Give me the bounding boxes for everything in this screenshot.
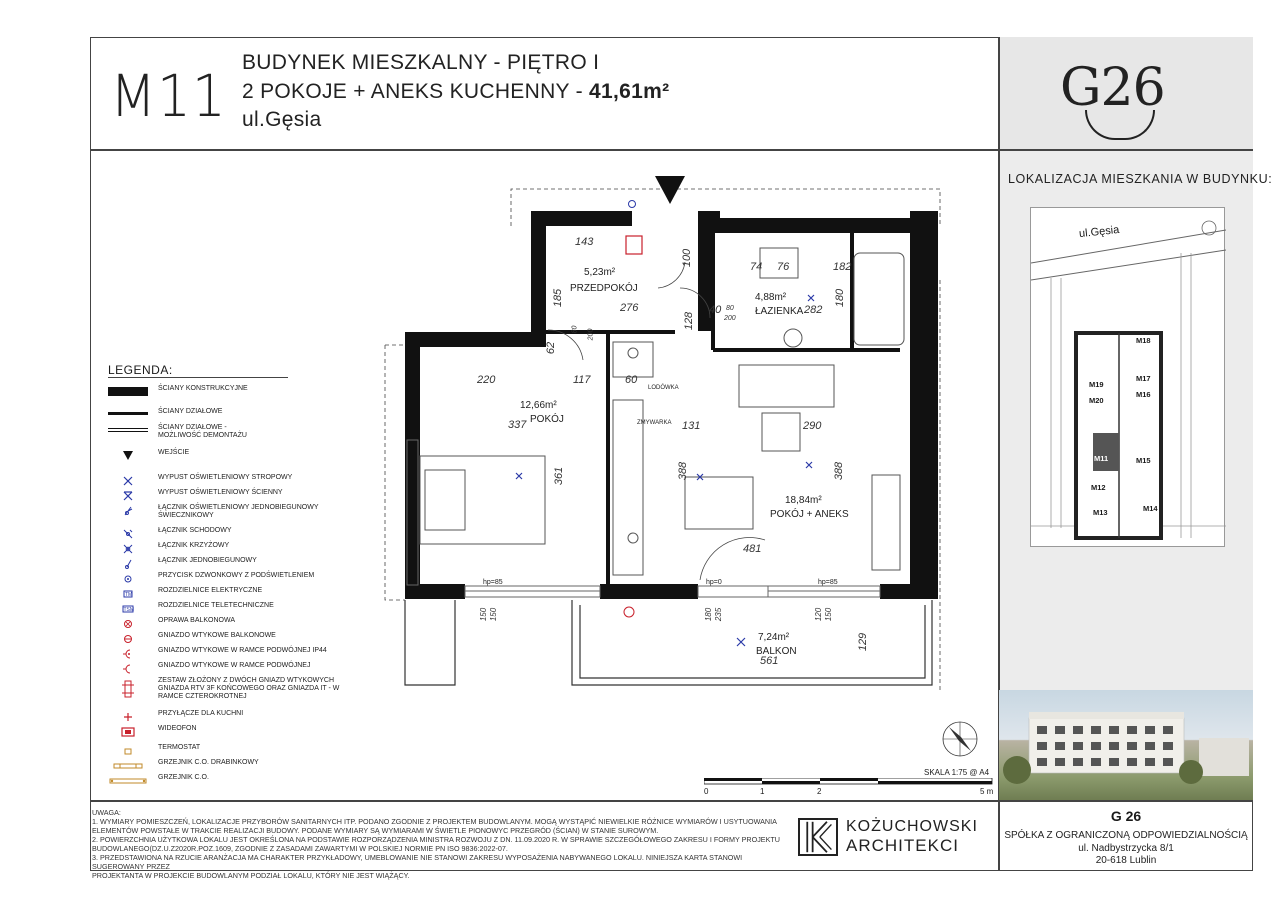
legend-item: ŁĄCZNIK OŚWIETLENIOWY JEDNOBIEGUNOWY ŚWIECZNIKOWY <box>108 504 358 518</box>
legend-item: ŁĄCZNIK JEDNOBIEGUNOWY <box>108 557 358 571</box>
room-area-pokoj-aneks: 18,84m² <box>785 495 822 506</box>
dimension-label: 361 <box>553 466 566 486</box>
dimension-label: 76 <box>777 261 790 273</box>
unit-area: 41,61m² <box>589 80 670 103</box>
legend-item: TSM ROZDZIELNICE TELETECHNICZNE <box>108 602 358 616</box>
note-line: BUDOWLANEGO(DZ.U.Z2020R.POZ.1609, ZGODNIE Z ZASADAMI ZAWARTYMI W POLSKIEJ NORMIE PN ISO 9836:2022-07. <box>92 844 508 853</box>
dimension-label: 290 <box>803 420 822 432</box>
scale-tick: 2 <box>817 787 822 796</box>
dimension-label: 100 <box>681 248 694 268</box>
dimension-label: 150 <box>489 607 499 622</box>
map-unit-m20: M20 <box>1089 396 1104 405</box>
room-area-balkon: 7,24m² <box>758 632 790 643</box>
legend-item: ŚCIANY DZIAŁOWE <box>108 408 358 422</box>
dimension-label: 200 <box>724 315 736 322</box>
unit-rooms: 2 POKOJE + ANEKS KUCHENNY - <box>242 80 590 103</box>
legend-item: WYPUST OŚWIETLENIOWY ŚCIENNY <box>108 489 358 503</box>
svg-text:TSM: TSM <box>123 607 135 613</box>
dimension-label: 276 <box>620 302 639 314</box>
legend-item: GRZEJNIK C.O. <box>108 774 358 788</box>
dimension-label: 128 <box>683 311 696 331</box>
g26-logo: G26 <box>1060 58 1165 118</box>
sill-height-label: hp=85 <box>818 579 838 586</box>
structural-walls <box>405 211 938 599</box>
legend-item: OPRAWA BALKONOWA <box>108 617 358 631</box>
note-line: ELEMENTÓW POWSTAŁE W TRAKCIE REALIZACJI BUDOWY. PODANE WYMIARY SĄ WYMIARAMI W ŚWIETLE PIONOWYC PRZEGRÓD (ŚCIAN) W STANIE SUROWYM. <box>92 826 659 835</box>
scale-tick: 5 m <box>980 787 994 796</box>
map-unit-m18: M18 <box>1136 336 1151 345</box>
dimension-label: 185 <box>552 288 565 308</box>
room-name-pokoj-aneks: POKÓJ + ANEKS <box>770 509 849 520</box>
map-street-label: ul.Gęsia <box>1078 223 1120 241</box>
map-unit-m17: M17 <box>1136 374 1151 383</box>
note-line: 2. POWIERZCHNIA UŻYTKOWA LOKALU JEST OKREŚLONA NA PODSTAWIE ROZPORZĄDZENIA MINISTRA ROZWOJU Z DN. 11.09.2020 R. W SPRAWIE SZCZEGÓŁOWEGO ZAKRESU I FORMY PROJEKTU <box>92 835 780 844</box>
legend-item: GNIAZDO WTYKOWE W RAMCE PODWÓJNEJ IP44 <box>108 647 358 661</box>
dimension-label: 561 <box>760 655 779 667</box>
scale-bar <box>704 778 994 786</box>
dimension-label: 220 <box>477 374 496 386</box>
dimension-label: 200 <box>587 328 595 341</box>
notes-title: UWAGA: <box>92 808 121 817</box>
map-unit-m14: M14 <box>1143 504 1158 513</box>
location-title: LOKALIZACJA MIESZKANIA W BUDYNKU: <box>1008 172 1273 186</box>
svg-text:TM: TM <box>125 592 133 598</box>
dimension-label: 282 <box>804 304 823 316</box>
architect-name-2: ARCHITEKCI <box>846 836 959 855</box>
dimension-label: 60 <box>625 374 638 386</box>
room-name-balkon: BALKON <box>756 646 797 657</box>
map-unit-m12: M12 <box>1091 483 1106 492</box>
dimension-label: 150 <box>479 607 489 622</box>
scale-tick: 0 <box>704 787 709 796</box>
dimension-label: 80 <box>571 325 579 334</box>
room-area-pokoj: 12,66m² <box>520 400 557 411</box>
legend-item: WYPUST OŚWIETLENIOWY STROPOWY <box>108 474 358 488</box>
map-unit-m15: M15 <box>1136 456 1151 465</box>
scale-tick: 1 <box>760 787 765 796</box>
architect-logo-icon <box>798 818 838 856</box>
company-legal-form: SPÓŁKA Z OGRANICZONĄ ODPOWIEDZIALNOŚCIĄ <box>1004 830 1248 841</box>
dimension-label: 180 <box>704 607 714 622</box>
sill-height-label: hp=0 <box>706 579 722 586</box>
company-name: G 26 <box>1110 808 1142 824</box>
legend-item: GNIAZDO WTYKOWE BALKONOWE <box>108 632 358 646</box>
note-line: PROJEKTANTA W PROJEKCIE BUDOWLANYM PODZIAŁ LOKALU, KTÓRY NIE JEST WIĄŻĄCY. <box>92 871 410 880</box>
legend-item: TERMOSTAT <box>108 744 358 758</box>
room-area-lazienka: 4,88m² <box>755 292 787 303</box>
dimension-label: 120 <box>814 607 824 622</box>
note-line: 3. PRZEDSTAWIONA NA RZUCIE ARANŻACJA MA CHARAKTER PRZYKŁADOWY, UMEBLOWANIE NIE STANOWI ZAKRESU WYPOSAŻENIA NABYWANEGO LOKALU. NINIEJSZA KARTA STANOWI SUGEROWANY PRZEZ <box>92 853 743 871</box>
dimension-label: 62 <box>545 341 558 355</box>
room-name-pokoj: POKÓJ <box>530 414 564 425</box>
notes <box>92 808 782 880</box>
architect-name: KOŻUCHOWSKI <box>846 818 978 835</box>
legend-item: ŁĄCZNIK KRZYŻOWY <box>108 542 358 556</box>
dimension-label: 180 <box>834 288 847 308</box>
map-unit-m11: M11 <box>1094 454 1109 463</box>
note-line: 1. WYMIARY POMIESZCZEŃ, LOKALIZACJE PRZYBORÓW SANITARNYCH ITP. PODANO ZGODNIE Z PROJEKTEM BUDOWLANYM. MOGĄ WYSTĄPIĆ NIEWIELKIE RÓŻNICE WYMIARÓW I USYTUOWANIA <box>92 817 777 826</box>
dimension-label: 143 <box>575 236 594 248</box>
street-name: ul.Gęsia <box>242 108 322 131</box>
map-unit-m19: M19 <box>1089 380 1104 389</box>
legend-item: ŚCIANY DZIAŁOWE - MOŻLIWOŚĆ DEMONTAŻU <box>108 424 358 438</box>
building-floor: BUDYNEK MIESZKALNY - PIĘTRO I <box>242 51 600 74</box>
room-area-przedpokoj: 5,23m² <box>584 267 616 278</box>
dimension-label: 131 <box>682 420 701 432</box>
legend-title: LEGENDA: <box>108 363 173 377</box>
legend-item: WEJŚCIE <box>108 449 358 463</box>
dimension-label: 117 <box>573 374 591 386</box>
map-unit-m13: M13 <box>1093 508 1108 517</box>
room-name-przedpokoj: PRZEDPOKÓJ <box>570 283 638 294</box>
legend-item: GNIAZDO WTYKOWE W RAMCE PODWÓJNEJ <box>108 662 358 676</box>
legend-item: GRZEJNIK C.O. DRABINKOWY <box>108 759 358 773</box>
dimension-label: 74 <box>750 261 763 273</box>
legend-item: WIDEOFON <box>108 725 358 739</box>
dimension-label: 388 <box>677 461 690 481</box>
dimension-label: 40 <box>709 304 722 316</box>
unit-code: M11 <box>110 62 227 130</box>
scale-label: SKALA 1:75 @ A4 <box>924 768 990 777</box>
dimension-label: 80 <box>726 305 734 312</box>
legend-item: ZESTAW ZŁOŻONY Z DWÓCH GNIAZD WTYKOWYCH GNIAZDA RTV 3F KOŃCOWEGO ORAZ GNIAZDA IT - W RAMCE CZTEROKROTNEJ <box>108 677 358 703</box>
compass-icon <box>935 717 985 763</box>
sill-height-label: hp=85 <box>483 579 503 586</box>
dimension-label: 337 <box>508 419 527 431</box>
legend-item: PRZYŁĄCZE DLA KUCHNI <box>108 710 358 724</box>
company-street: ul. Nadbystrzycka 8/1 <box>1078 843 1174 854</box>
fridge-label: LODÓWKA <box>648 385 679 391</box>
legend-item: ŚCIANY KONSTRUKCYJNE <box>108 385 358 399</box>
dimension-label: 150 <box>824 607 834 622</box>
dishwasher-label: ZMYWARKA <box>637 420 672 426</box>
dimension-label: 481 <box>743 543 762 555</box>
dimension-label: 129 <box>857 632 870 652</box>
dimension-label: 388 <box>833 461 846 481</box>
furniture <box>420 248 904 575</box>
entrance-icon <box>655 176 685 204</box>
company-city: 20-618 Lublin <box>1095 855 1157 866</box>
room-name-lazienka: ŁAZIENKA <box>755 306 804 317</box>
map-unit-m16: M16 <box>1136 390 1151 399</box>
dimension-label: 182 <box>833 261 852 273</box>
legend-item: ŁĄCZNIK SCHODOWY <box>108 527 358 541</box>
legend-item: TM ROZDZIELNICE ELEKTRYCZNE <box>108 587 358 601</box>
legend-item: PRZYCISK DZWONKOWY Z PODŚWIETLENIEM <box>108 572 358 586</box>
dimension-label: 235 <box>714 607 724 622</box>
